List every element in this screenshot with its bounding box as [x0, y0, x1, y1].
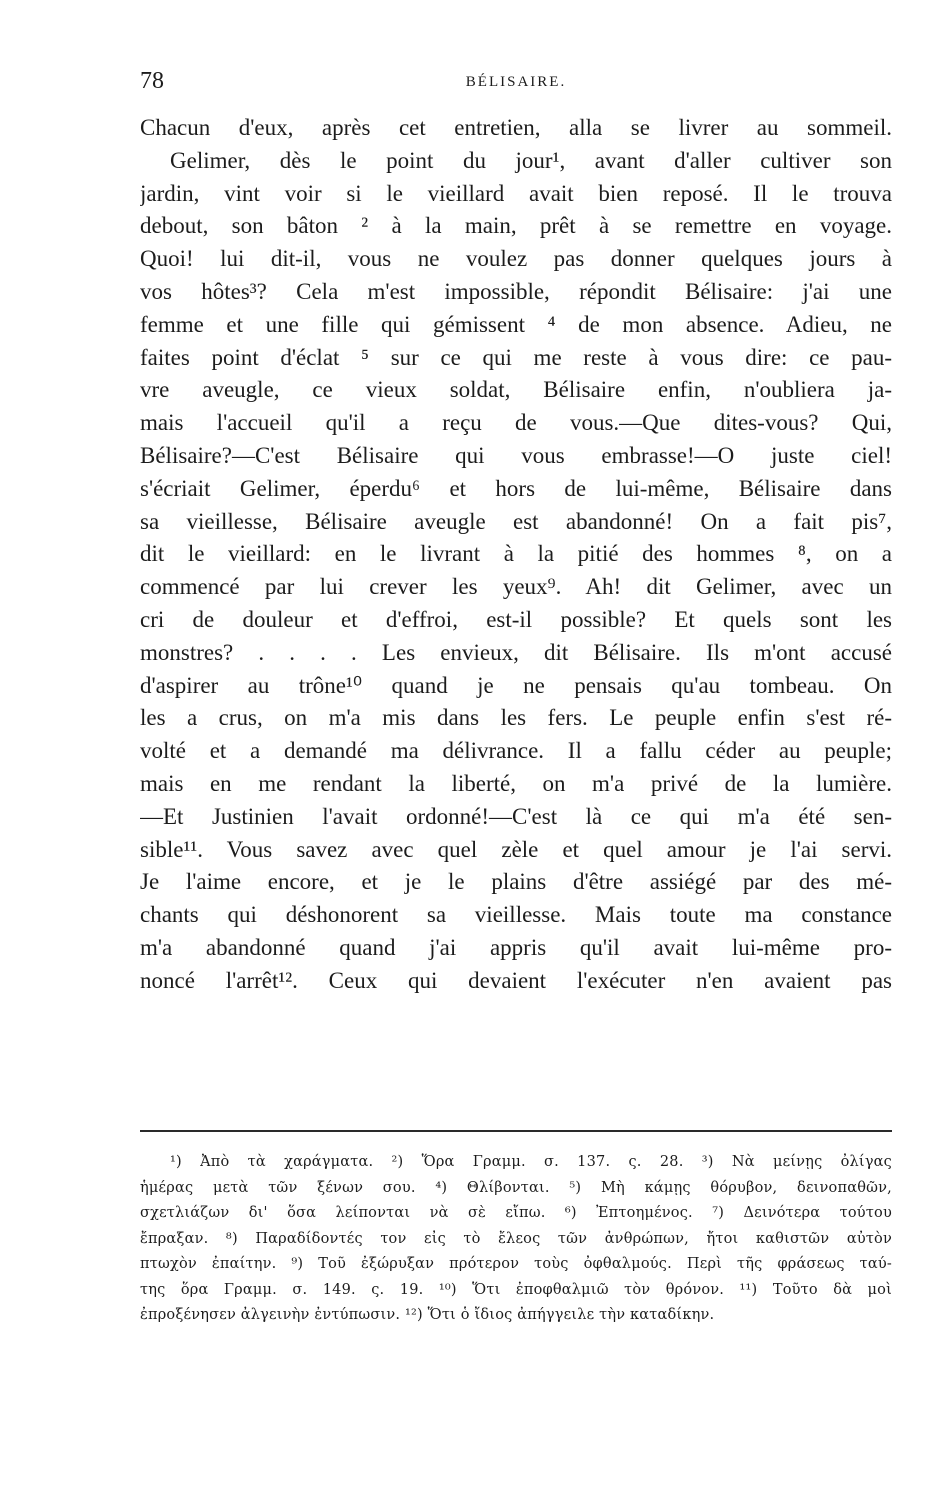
- footnotes: [140, 1150, 892, 1329]
- footnote-divider: [140, 1130, 892, 1132]
- text-line: Quoi! lui dit-il, vous ne voulez pas donner quelques jours à: [140, 246, 892, 272]
- page-number: 78: [140, 68, 164, 94]
- footnote-line: ἐπροξένησεν ἀλγεινὴν ἐντύπωσιν. ¹²) Ὅτι ὁ ἴδιος ἀπήγγειλε τὴν καταδίκην.: [140, 1307, 715, 1323]
- text-line: mais l'accueil qu'il a reçu de vous.—Que dites-vous? Qui,: [140, 410, 892, 436]
- text-line: m'a abandonné quand j'ai appris qu'il avait lui-même pro-: [140, 934, 892, 960]
- text-line: debout, son bâton ² à la main, prêt à se remettre en voyage.: [140, 213, 892, 239]
- text-line: noncé l'arrêt¹². Ceux qui devaient l'exécuter n'en avaient pas: [140, 967, 892, 993]
- footnote-line: της ὅρα Γραμμ. σ. 149. ς. 19. ¹⁰) Ὅτι ἐποφθαλμιῶ τὸν θρόνον. ¹¹) Τοῦτο δὰ μοὶ: [140, 1281, 892, 1298]
- text-line: Gelimer, dès le point du jour¹, avant d'aller cultiver son: [170, 147, 892, 173]
- text-line: commencé par lui crever les yeux⁹. Ah! dit Gelimer, avec un: [140, 574, 892, 600]
- text-line: mais en me rendant la liberté, on m'a privé de la lumière.: [140, 770, 892, 796]
- text-line: chants qui déshonorent sa vieillesse. Mais toute ma constance: [140, 902, 892, 928]
- text-line: vos hôtes³? Cela m'est impossible, répondit Bélisaire: j'ai une: [140, 278, 892, 304]
- text-line: cri de douleur et d'effroi, est-il possible? Et quels sont les: [140, 606, 892, 632]
- text-line: femme et une fille qui gémissent ⁴ de mon absence. Adieu, ne: [140, 311, 892, 337]
- text-line: faites point d'éclat ⁵ sur ce qui me reste à vous dire: ce pau-: [140, 344, 892, 370]
- footnote-line: σχετλιάζων δι' ὅσα λείπονται νὰ σὲ εἴπω. ⁶) Ἐπτοημένος. ⁷) Δεινότερα τούτου: [140, 1205, 892, 1221]
- page-header: [140, 68, 892, 108]
- text-line: monstres? . . . . Les envieux, dit Bélisaire. Ils m'ont accusé: [140, 639, 892, 665]
- footnote-line: ¹) Ἀπὸ τὰ χαράγματα. ²) Ὅρα Γραμμ. σ. 137. ς. 28. ³) Νὰ μείνῃς ὀλίγας: [170, 1154, 892, 1170]
- text-line: vre aveugle, ce vieux soldat, Bélisaire enfin, n'oubliera ja-: [140, 377, 892, 403]
- text-line: jardin, vint voir si le vieillard avait bien reposé. Il le trouva: [140, 180, 892, 206]
- text-line: Chacun d'eux, après cet entretien, alla se livrer au sommeil.: [140, 115, 892, 140]
- text-line: dit le vieillard: en le livrant à la pitié des hommes ⁸, on a: [140, 541, 892, 567]
- footnote-line: πτωχὸν ἐπαίτην. ⁹) Τοῦ ἐξώρυξαν πρότερον τοὺς ὀφθαλμούς. Περὶ τῆς φράσεως ταύ-: [140, 1256, 892, 1272]
- text-line: Je l'aime encore, et je le plains d'être assiégé par des mé-: [140, 869, 892, 895]
- footnote-line: ἔπραξαν. ⁸) Παραδίδοντές τον εἰς τὸ ἔλεος τῶν ἀνθρώπων, ἤτοι καθιστῶν αὐτὸν: [140, 1230, 892, 1247]
- running-title: BÉLISAIRE.: [465, 74, 567, 90]
- text-line: —Et Justinien l'avait ordonné!—C'est là ce qui m'a été sen-: [140, 803, 892, 829]
- footnote-line: ἡμέρας μετὰ τῶν ξένων σου. ⁴) Θλίβονται. ⁵) Μὴ κάμῃς θόρυβον, δεινοπαθῶν,: [140, 1179, 892, 1196]
- text-line: d'aspirer au trône¹⁰ quand je ne pensais qu'au tombeau. On: [140, 672, 892, 698]
- body-text: [140, 112, 892, 998]
- text-line: Bélisaire?—C'est Bélisaire qui vous embrasse!—O juste ciel!: [140, 442, 892, 468]
- text-line: sible¹¹. Vous savez avec quel zèle et quel amour je l'ai servi.: [140, 836, 892, 862]
- text-line: s'écriait Gelimer, éperdu⁶ et hors de lui-même, Bélisaire dans: [140, 475, 892, 501]
- text-line: sa vieillesse, Bélisaire aveugle est abandonné! On a fait pis⁷,: [140, 508, 892, 534]
- text-line: les a crus, on m'a mis dans les fers. Le peuple enfin s'est ré-: [140, 705, 892, 731]
- text-line: volté et a demandé ma délivrance. Il a fallu céder au peuple;: [140, 738, 892, 764]
